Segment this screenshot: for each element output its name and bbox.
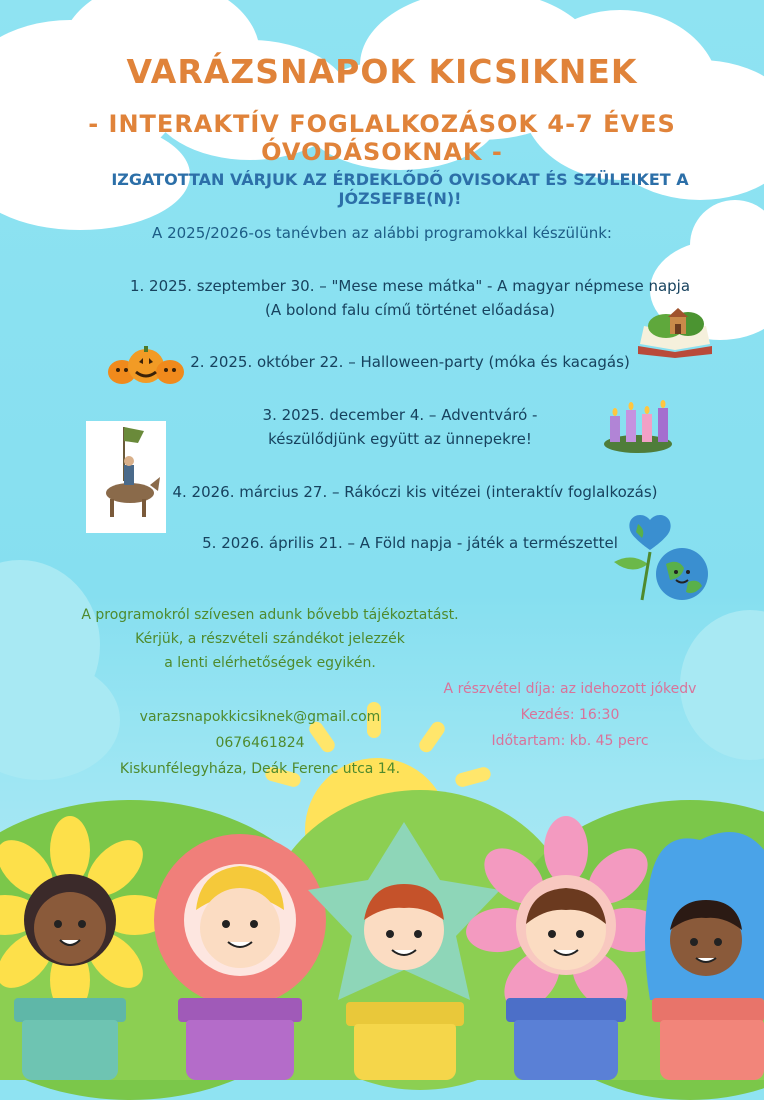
program-item-1-note: (A bolond falu című történet előadása) xyxy=(265,301,555,319)
contact-address: Kiskunfélegyháza, Deák Ferenc utca 14. xyxy=(119,761,401,777)
contact-block xyxy=(100,704,420,782)
duration: Időtartam: kb. 45 perc xyxy=(491,733,649,749)
info-line-3: a lenti elérhetőségek egyikén. xyxy=(164,655,376,671)
info-block xyxy=(70,603,470,675)
contact-phone[interactable]: 0676461824 xyxy=(215,735,305,751)
horseman-icon xyxy=(86,421,166,533)
pot xyxy=(354,1024,456,1080)
info-line-2: Kérjük, a részvételi szándékot jelezzék xyxy=(135,631,405,647)
start-time: Kezdés: 16:30 xyxy=(520,707,620,723)
pot-rim xyxy=(178,998,302,1022)
pot-rim xyxy=(14,998,126,1022)
pot xyxy=(660,1020,764,1080)
program-item-5-title: 5. 2026. április 21. – A Föld napja - játék a természettel xyxy=(202,534,618,552)
program-item-3-note: készülődjünk együtt az ünnepekre! xyxy=(268,430,532,448)
program-item-1-title: 1. 2025. szeptember 30. – "Mese mese mátka" - A magyar népmese napja xyxy=(129,277,691,295)
page-title: VARÁZSNAPOK KICSIKNEK xyxy=(126,52,638,91)
program-item-2-title: 2. 2025. október 22. – Halloween-party (móka és kacagás) xyxy=(190,353,630,371)
pumpkins-icon xyxy=(106,344,186,386)
program-item-1 xyxy=(110,274,710,322)
program-item-5 xyxy=(190,531,630,555)
advent-wreath-icon xyxy=(600,398,676,456)
program-item-3-title: 3. 2025. december 4. – Adventváró - xyxy=(262,406,538,424)
earth-icon xyxy=(612,512,716,604)
page-subtitle: - INTERAKTÍV FOGLALKOZÁSOK 4-7 ÉVES ÓVODÁSOKNAK - xyxy=(88,110,676,166)
pot xyxy=(22,1020,118,1080)
pot xyxy=(514,1020,618,1080)
intro-text: A 2025/2026-os tanévben az alábbi programokkal készülünk: xyxy=(152,224,612,242)
program-item-4 xyxy=(170,480,660,504)
pot-rim xyxy=(506,998,626,1022)
program-item-3 xyxy=(200,403,600,451)
info-line-1: A programokról szívesen adunk bővebb tájékoztatást. xyxy=(81,607,459,623)
program-item-4-title: 4. 2026. március 27. – Rákóczi kis vitézei (interaktív foglalkozás) xyxy=(172,483,658,501)
pot-rim xyxy=(346,1002,464,1026)
participation-fee: A részvétel díja: az idehozott jókedv xyxy=(443,681,697,697)
storybook-icon xyxy=(636,306,714,358)
pot xyxy=(186,1020,294,1080)
greeting-text: IZGATOTTAN VÁRJUK AZ ÉRDEKLŐDŐ OVISOKAT ÉS SZÜLEIKET A JÓZSEFBE(N)! xyxy=(111,170,689,208)
pot-rim xyxy=(652,998,764,1022)
program-item-2 xyxy=(170,350,650,374)
contact-email[interactable]: varazsnapokkicsiknek@gmail.com xyxy=(139,709,381,725)
